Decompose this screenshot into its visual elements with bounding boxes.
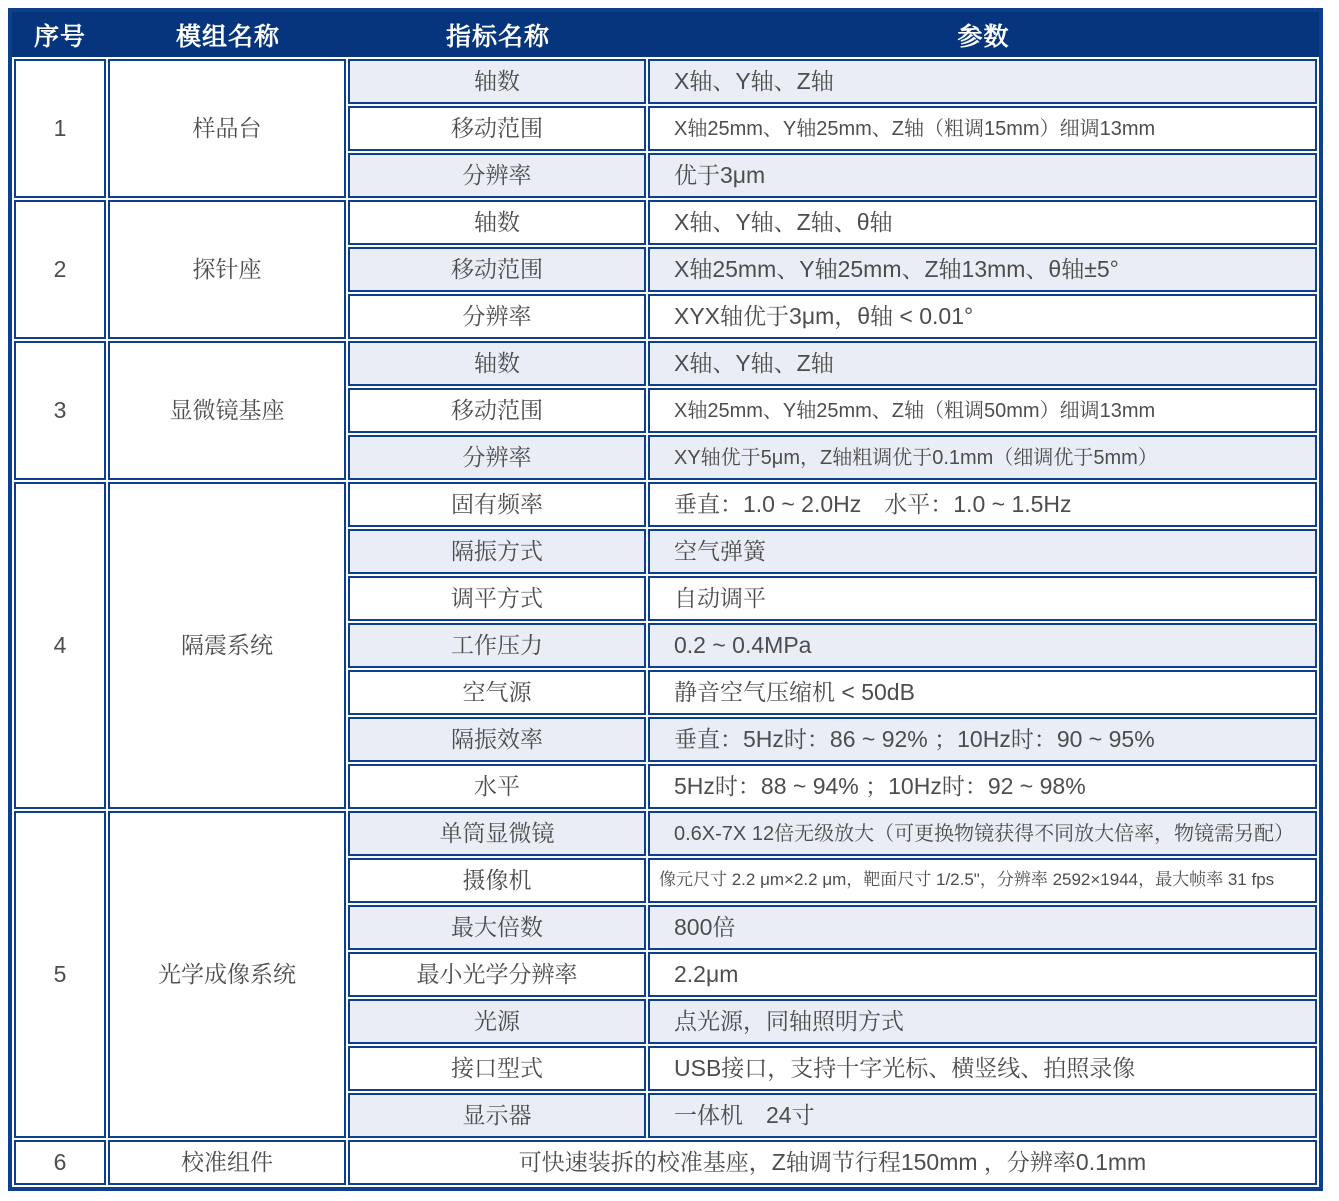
indicator-cell: 轴数	[348, 200, 646, 245]
module-cell: 显微镜基座	[108, 341, 346, 480]
module-cell: 校准组件	[108, 1140, 346, 1185]
indicator-cell: 单筒显微镜	[348, 811, 646, 856]
module-cell: 隔震系统	[108, 482, 346, 809]
indicator-cell: 隔振效率	[348, 717, 646, 762]
parameter-cell: X轴、Y轴、Z轴	[648, 59, 1317, 104]
indicator-cell: 隔振方式	[348, 529, 646, 574]
indicator-cell: 水平	[348, 764, 646, 809]
indicator-cell: 分辨率	[348, 294, 646, 339]
parameter-cell: X轴、Y轴、Z轴	[648, 341, 1317, 386]
module-cell: 样品台	[108, 59, 346, 198]
parameter-cell: 0.2 ~ 0.4MPa	[648, 623, 1317, 668]
parameter-cell: 800倍	[648, 905, 1317, 950]
parameter-cell: 垂直：5Hz时：86 ~ 92% ；10Hz时：90 ~ 95%	[648, 717, 1317, 762]
parameter-cell: X轴25mm、Y轴25mm、Z轴（粗调50mm）细调13mm	[648, 388, 1317, 433]
table-header-row	[12, 12, 1319, 57]
serial-cell: 5	[14, 811, 106, 1138]
indicator-cell: 轴数	[348, 341, 646, 386]
parameter-cell-merged: 可快速装拆的校准基座，Z轴调节行程150mm ，分辨率0.1mm	[348, 1140, 1317, 1185]
indicator-cell: 调平方式	[348, 576, 646, 621]
parameter-cell: 2.2μm	[648, 952, 1317, 997]
header-indicator-name: 指标名称	[445, 22, 550, 51]
parameter-cell: 像元尺寸 2.2 μm×2.2 μm，靶面尺寸 1/2.5"，分辨率 2592×1944，最大帧率 31 fps	[648, 858, 1317, 903]
parameter-cell: USB接口，支持十字光标、横竖线、拍照录像	[648, 1046, 1317, 1091]
module-cell: 探针座	[108, 200, 346, 339]
indicator-cell: 分辨率	[348, 153, 646, 198]
parameter-cell: 优于3μm	[648, 153, 1317, 198]
parameter-cell: 0.6X-7X 12倍无级放大（可更换物镜获得不同放大倍率，物镜需另配）	[648, 811, 1317, 856]
serial-cell: 4	[14, 482, 106, 809]
indicator-cell: 摄像机	[348, 858, 646, 903]
header-serial: 序号	[33, 22, 86, 51]
indicator-cell: 移动范围	[348, 388, 646, 433]
serial-cell: 6	[14, 1140, 106, 1185]
indicator-cell: 轴数	[348, 59, 646, 104]
indicator-cell: 分辨率	[348, 435, 646, 480]
indicator-cell: 最大倍数	[348, 905, 646, 950]
indicator-cell: 工作压力	[348, 623, 646, 668]
parameter-cell: 空气弹簧	[648, 529, 1317, 574]
indicator-cell: 接口型式	[348, 1046, 646, 1091]
parameter-cell: X轴、Y轴、Z轴、θ轴	[648, 200, 1317, 245]
parameter-cell: 自动调平	[648, 576, 1317, 621]
parameter-cell: XY轴优于5μm，Z轴粗调优于0.1mm（细调优于5mm）	[648, 435, 1317, 480]
parameter-cell: XYX轴优于3μm，θ轴 < 0.01°	[648, 294, 1317, 339]
indicator-cell: 光源	[348, 999, 646, 1044]
indicator-cell: 移动范围	[348, 247, 646, 292]
header-module-name: 模组名称	[175, 22, 280, 51]
indicator-cell: 移动范围	[348, 106, 646, 151]
indicator-cell: 最小光学分辨率	[348, 952, 646, 997]
spec-table-body	[12, 57, 1319, 1187]
spec-table	[8, 8, 1323, 1191]
module-cell: 光学成像系统	[108, 811, 346, 1138]
indicator-cell: 空气源	[348, 670, 646, 715]
header-parameter: 参数	[957, 22, 1010, 51]
parameter-cell: 点光源，同轴照明方式	[648, 999, 1317, 1044]
parameter-cell: 5Hz时：88 ~ 94% ；10Hz时：92 ~ 98%	[648, 764, 1317, 809]
parameter-cell: X轴25mm、Y轴25mm、Z轴（粗调15mm）细调13mm	[648, 106, 1317, 151]
parameter-cell: 一体机 24寸	[648, 1093, 1317, 1138]
parameter-cell: X轴25mm、Y轴25mm、Z轴13mm、θ轴±5°	[648, 247, 1317, 292]
indicator-cell: 固有频率	[348, 482, 646, 527]
parameter-cell: 垂直：1.0 ~ 2.0Hz 水平：1.0 ~ 1.5Hz	[648, 482, 1317, 527]
indicator-cell: 显示器	[348, 1093, 646, 1138]
serial-cell: 3	[14, 341, 106, 480]
parameter-cell: 静音空气压缩机 < 50dB	[648, 670, 1317, 715]
serial-cell: 1	[14, 59, 106, 198]
serial-cell: 2	[14, 200, 106, 339]
